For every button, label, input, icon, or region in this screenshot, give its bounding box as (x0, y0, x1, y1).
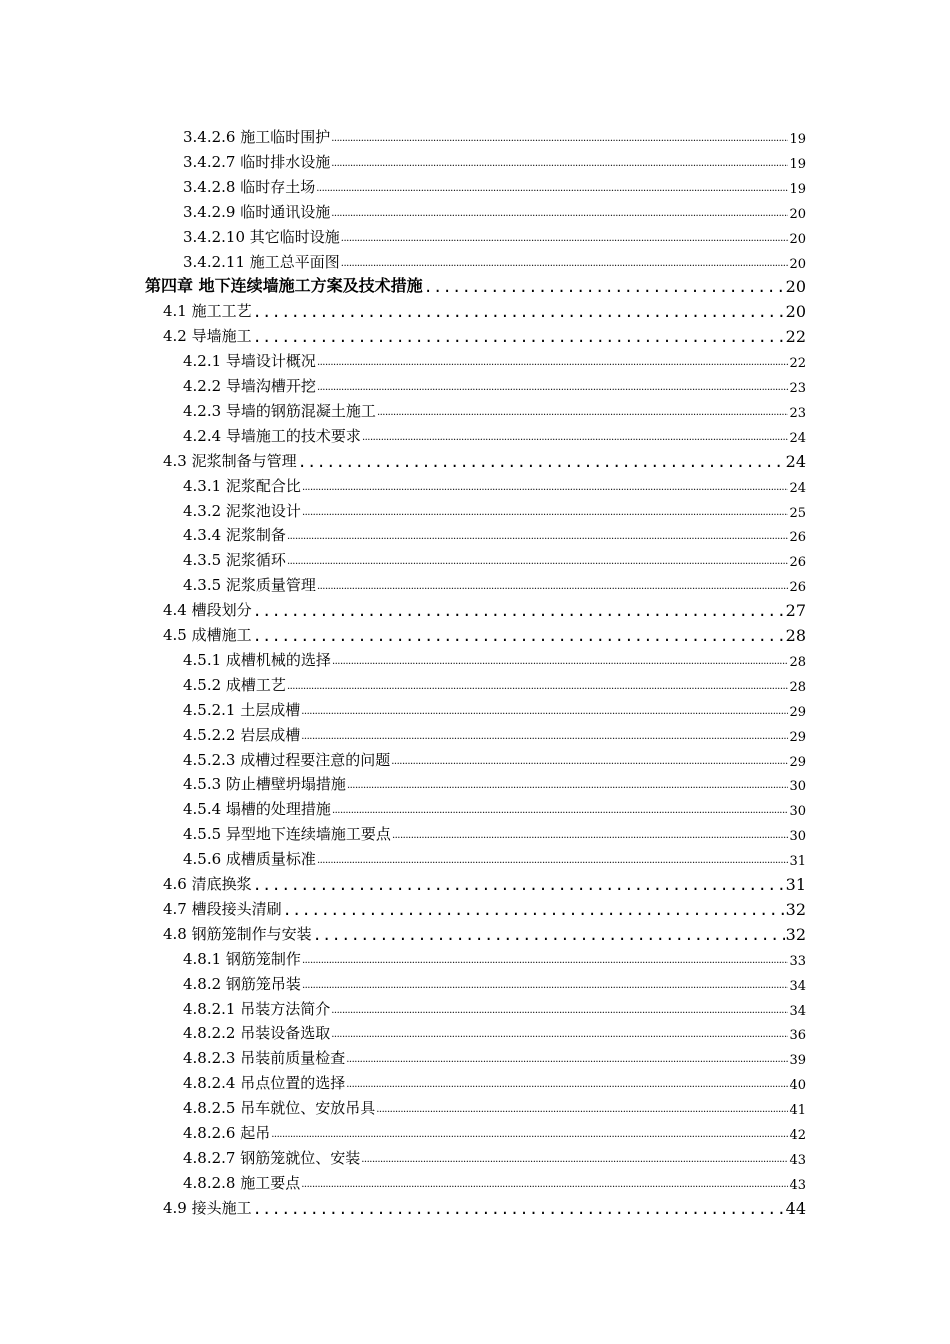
toc-subsection-entry[interactable] (183, 822, 806, 844)
toc-page-number: 43 (789, 1152, 806, 1168)
toc-entry-title: 4.8.2.4 吊点位置的选择 (183, 1074, 346, 1093)
dot-leader (253, 1200, 785, 1218)
toc-subsection-entry[interactable] (183, 399, 806, 421)
toc-page-number: 20 (789, 256, 806, 272)
toc-entry-title: 4.8.2.1 吊装方法简介 (183, 999, 331, 1018)
dot-leader (331, 206, 788, 222)
toc-entry-title: 4.5.2 成槽工艺 (183, 675, 286, 694)
dot-leader (253, 876, 785, 894)
dot-leader (391, 754, 788, 770)
dot-leader (283, 901, 785, 919)
toc-subsection-entry[interactable] (183, 1071, 806, 1093)
toc-entry-title: 4.2.2 导墙沟槽开挖 (183, 377, 316, 395)
toc-page-number: 24 (789, 430, 806, 446)
toc-entry-title: 4.5 成槽施工 (163, 626, 252, 644)
toc-page-number: 30 (789, 829, 806, 845)
dot-leader (331, 131, 788, 147)
toc-subsection-entry[interactable] (183, 1121, 806, 1143)
dot-leader (331, 1003, 788, 1019)
toc-subsection-entry[interactable] (183, 200, 806, 222)
toc-page-number: 41 (789, 1103, 806, 1119)
toc-entry-title: 4.8.2.5 吊车就位、安放吊具 (183, 1099, 376, 1118)
toc-subsection-entry[interactable] (183, 573, 806, 595)
toc-chapter-entry[interactable] (145, 274, 806, 296)
toc-subsection-entry[interactable] (183, 1096, 806, 1118)
toc-page-number: 26 (789, 580, 806, 596)
toc-page-number: 25 (789, 505, 806, 521)
toc-subsection-entry[interactable] (183, 349, 806, 371)
toc-subsection-entry[interactable] (183, 723, 806, 745)
toc-entry-title: 3.4.2.11 施工总平面图 (183, 252, 340, 271)
toc-entry-title: 4.6 清底换浆 (163, 875, 252, 893)
toc-entry-title: 3.4.2.8 临时存土场 (183, 177, 316, 196)
dot-leader (287, 679, 789, 695)
toc-page-number: 29 (789, 729, 806, 745)
toc-subsection-entry[interactable] (183, 548, 806, 570)
toc-entry-title: 3.4.2.9 临时通讯设施 (183, 202, 331, 221)
dot-leader (332, 803, 789, 819)
toc-subsection-entry[interactable] (183, 150, 806, 172)
dot-leader (346, 1052, 788, 1068)
toc-entry-title: 4.3.5 泥浆质量管理 (183, 576, 316, 595)
toc-page-number: 23 (789, 381, 806, 396)
toc-section-entry[interactable] (163, 623, 806, 645)
toc-entry-title: 4.8.2 钢筋笼吊装 (183, 974, 301, 993)
toc-page-number: 20 (785, 277, 806, 297)
toc-subsection-entry[interactable] (183, 250, 806, 272)
dot-leader (302, 505, 789, 521)
dot-leader (331, 1027, 788, 1043)
toc-subsection-entry[interactable] (183, 523, 806, 545)
toc-entry-title: 4.5.5 异型地下连续墙施工要点 (183, 825, 391, 844)
toc-entry-title: 4.5.2.2 岩层成槽 (183, 725, 301, 744)
dot-leader (362, 430, 789, 446)
toc-entry-title: 4.1 施工工艺 (163, 302, 252, 321)
toc-page-number: 20 (789, 231, 806, 247)
toc-entry-title: 4.3.1 泥浆配合比 (183, 476, 301, 495)
toc-page-number: 42 (789, 1128, 806, 1143)
toc-page-number: 24 (789, 480, 806, 496)
toc-subsection-entry[interactable] (183, 1171, 806, 1193)
toc-section-entry[interactable] (163, 897, 806, 919)
toc-page-number: 40 (789, 1078, 806, 1094)
toc-subsection-entry[interactable] (183, 698, 806, 720)
toc-section-entry[interactable] (163, 922, 806, 944)
toc-entry-title: 4.3.4 泥浆制备 (183, 526, 286, 545)
dot-leader (424, 278, 785, 296)
toc-page-number: 32 (785, 899, 806, 919)
toc-page-number: 43 (789, 1177, 806, 1193)
dot-leader (253, 627, 785, 645)
dot-leader (271, 1127, 788, 1143)
toc-section-entry[interactable] (163, 872, 806, 894)
dot-leader (316, 181, 788, 197)
toc-entry-title: 4.7 槽段接头清刷 (163, 899, 282, 918)
toc-entry-title: 4.2.3 导墙的钢筋混凝土施工 (183, 401, 376, 420)
toc-entry-title: 4.2 导墙施工 (163, 327, 252, 346)
toc-page-number: 19 (789, 132, 806, 147)
dot-leader (317, 355, 789, 371)
toc-entry-title: 4.9 接头施工 (163, 1198, 252, 1217)
toc-subsection-entry[interactable] (183, 1146, 806, 1168)
dot-leader (298, 453, 785, 471)
toc-entry-title: 4.8.2.2 吊装设备选取 (183, 1024, 331, 1043)
toc-subsection-entry[interactable] (183, 997, 806, 1019)
dot-leader (287, 554, 789, 570)
dot-leader (302, 978, 789, 994)
toc-subsection-entry[interactable] (183, 225, 806, 247)
dot-leader (376, 1102, 788, 1118)
toc-entry-title: 4.3.5 泥浆循环 (183, 551, 286, 570)
toc-page-number: 44 (785, 1198, 806, 1218)
toc-page-number: 20 (789, 206, 806, 222)
dot-leader (361, 1152, 788, 1168)
toc-section-entry[interactable] (163, 324, 806, 346)
toc-subsection-entry[interactable] (183, 1046, 806, 1068)
toc-entry-title: 4.8.1 钢筋笼制作 (183, 949, 301, 968)
toc-entry-title: 4.2.4 导墙施工的技术要求 (183, 426, 361, 445)
toc-entry-title: 3.4.2.6 施工临时围护 (183, 128, 331, 146)
toc-entry-title: 3.4.2.7 临时排水设施 (183, 152, 331, 171)
toc-subsection-entry[interactable] (183, 797, 806, 819)
toc-entry-title: 4.5.2.1 土层成槽 (183, 700, 301, 719)
toc-page-number: 39 (789, 1053, 806, 1069)
toc-entry-title: 4.3.2 泥浆池设计 (183, 501, 301, 520)
toc-entry-title: 4.8 钢筋笼制作与安装 (163, 924, 312, 943)
toc-page-number: 30 (789, 779, 806, 795)
toc-entry-title: 4.3 泥浆制备与管理 (163, 451, 297, 470)
toc-page-number: 19 (789, 181, 806, 197)
toc-subsection-entry[interactable] (183, 748, 806, 770)
toc-page-number: 32 (785, 924, 806, 944)
dot-leader (317, 380, 789, 396)
toc-subsection-entry[interactable] (183, 175, 806, 197)
toc-page-number: 31 (785, 875, 806, 894)
toc-page-number: 28 (789, 654, 806, 670)
toc-entry-title: 4.8.2.3 吊装前质量检查 (183, 1049, 346, 1068)
toc-entry-title: 4.5.2.3 成槽过程要注意的问题 (183, 750, 391, 769)
dot-leader (313, 926, 785, 944)
toc-page-number: 19 (789, 156, 806, 172)
toc-entry-title: 4.5.4 塌槽的处理措施 (183, 800, 331, 819)
toc-entry-title: 4.8.2.7 钢筋笼就位、安装 (183, 1148, 361, 1167)
toc-page-number: 26 (789, 555, 806, 571)
dot-leader (317, 579, 789, 595)
toc-subsection-entry[interactable] (183, 474, 806, 496)
toc-page-number: 31 (789, 854, 806, 870)
dot-leader (301, 1177, 788, 1193)
toc-entry-title: 4.8.2.6 起吊 (183, 1124, 271, 1142)
toc-page-number: 34 (789, 1003, 806, 1019)
toc-page-number: 20 (785, 302, 806, 322)
toc-subsection-entry[interactable] (183, 847, 806, 869)
toc-entry-title: 第四章 地下连续墙施工方案及技术措施 (145, 276, 423, 296)
toc-subsection-entry[interactable] (183, 772, 806, 794)
dot-leader (302, 953, 789, 969)
toc-page-number: 26 (789, 530, 806, 546)
toc-entry-title: 3.4.2.10 其它临时设施 (183, 227, 340, 246)
toc-subsection-entry[interactable] (183, 499, 806, 521)
dot-leader (332, 654, 789, 670)
toc-page-number: 34 (789, 978, 806, 994)
dot-leader (301, 729, 788, 745)
toc-entry-title: 4.5.3 防止槽壁坍塌措施 (183, 775, 346, 794)
toc-page-number: 30 (789, 804, 806, 820)
toc-subsection-entry[interactable] (183, 673, 806, 695)
toc-subsection-entry[interactable] (183, 972, 806, 994)
toc-page-number: 22 (785, 327, 806, 347)
toc-subsection-entry[interactable] (183, 1021, 806, 1043)
dot-leader (346, 1077, 788, 1093)
toc-page-number: 28 (785, 626, 806, 645)
toc-section-entry[interactable] (163, 299, 806, 321)
dot-leader (341, 231, 789, 247)
toc-subsection-entry[interactable] (183, 947, 806, 969)
toc-entry-title: 4.4 槽段划分 (163, 601, 252, 620)
toc-page-number: 27 (785, 601, 806, 621)
dot-leader (331, 156, 788, 172)
toc-subsection-entry[interactable] (183, 648, 806, 670)
dot-leader (341, 256, 789, 272)
dot-leader (253, 303, 785, 321)
dot-leader (253, 328, 785, 346)
dot-leader (287, 529, 789, 545)
dot-leader (302, 480, 789, 496)
dot-leader (253, 602, 785, 620)
toc-page-number: 29 (789, 704, 806, 720)
dot-leader (392, 828, 789, 844)
toc-entry-title: 4.8.2.8 施工要点 (183, 1173, 301, 1192)
dot-leader (317, 853, 789, 869)
toc-page-number: 36 (789, 1028, 806, 1044)
toc-page-number: 29 (789, 754, 806, 770)
toc-section-entry[interactable] (163, 1196, 806, 1218)
dot-leader (377, 405, 789, 421)
toc-section-entry[interactable] (163, 598, 806, 620)
toc-entry-title: 4.2.1 导墙设计概况 (183, 352, 316, 371)
toc-section-entry[interactable] (163, 449, 806, 471)
toc-subsection-entry[interactable] (183, 424, 806, 446)
dot-leader (347, 778, 789, 794)
dot-leader (301, 704, 788, 720)
toc-page-number: 28 (789, 679, 806, 695)
toc-page-number: 24 (785, 451, 806, 471)
toc-subsection-entry[interactable] (183, 125, 806, 147)
toc-page-number: 22 (789, 356, 806, 372)
toc-page-number: 23 (789, 405, 806, 421)
toc-subsection-entry[interactable] (183, 374, 806, 396)
toc-page-number: 33 (789, 953, 806, 969)
toc-entry-title: 4.5.1 成槽机械的选择 (183, 650, 331, 669)
toc-entry-title: 4.5.6 成槽质量标准 (183, 850, 316, 869)
